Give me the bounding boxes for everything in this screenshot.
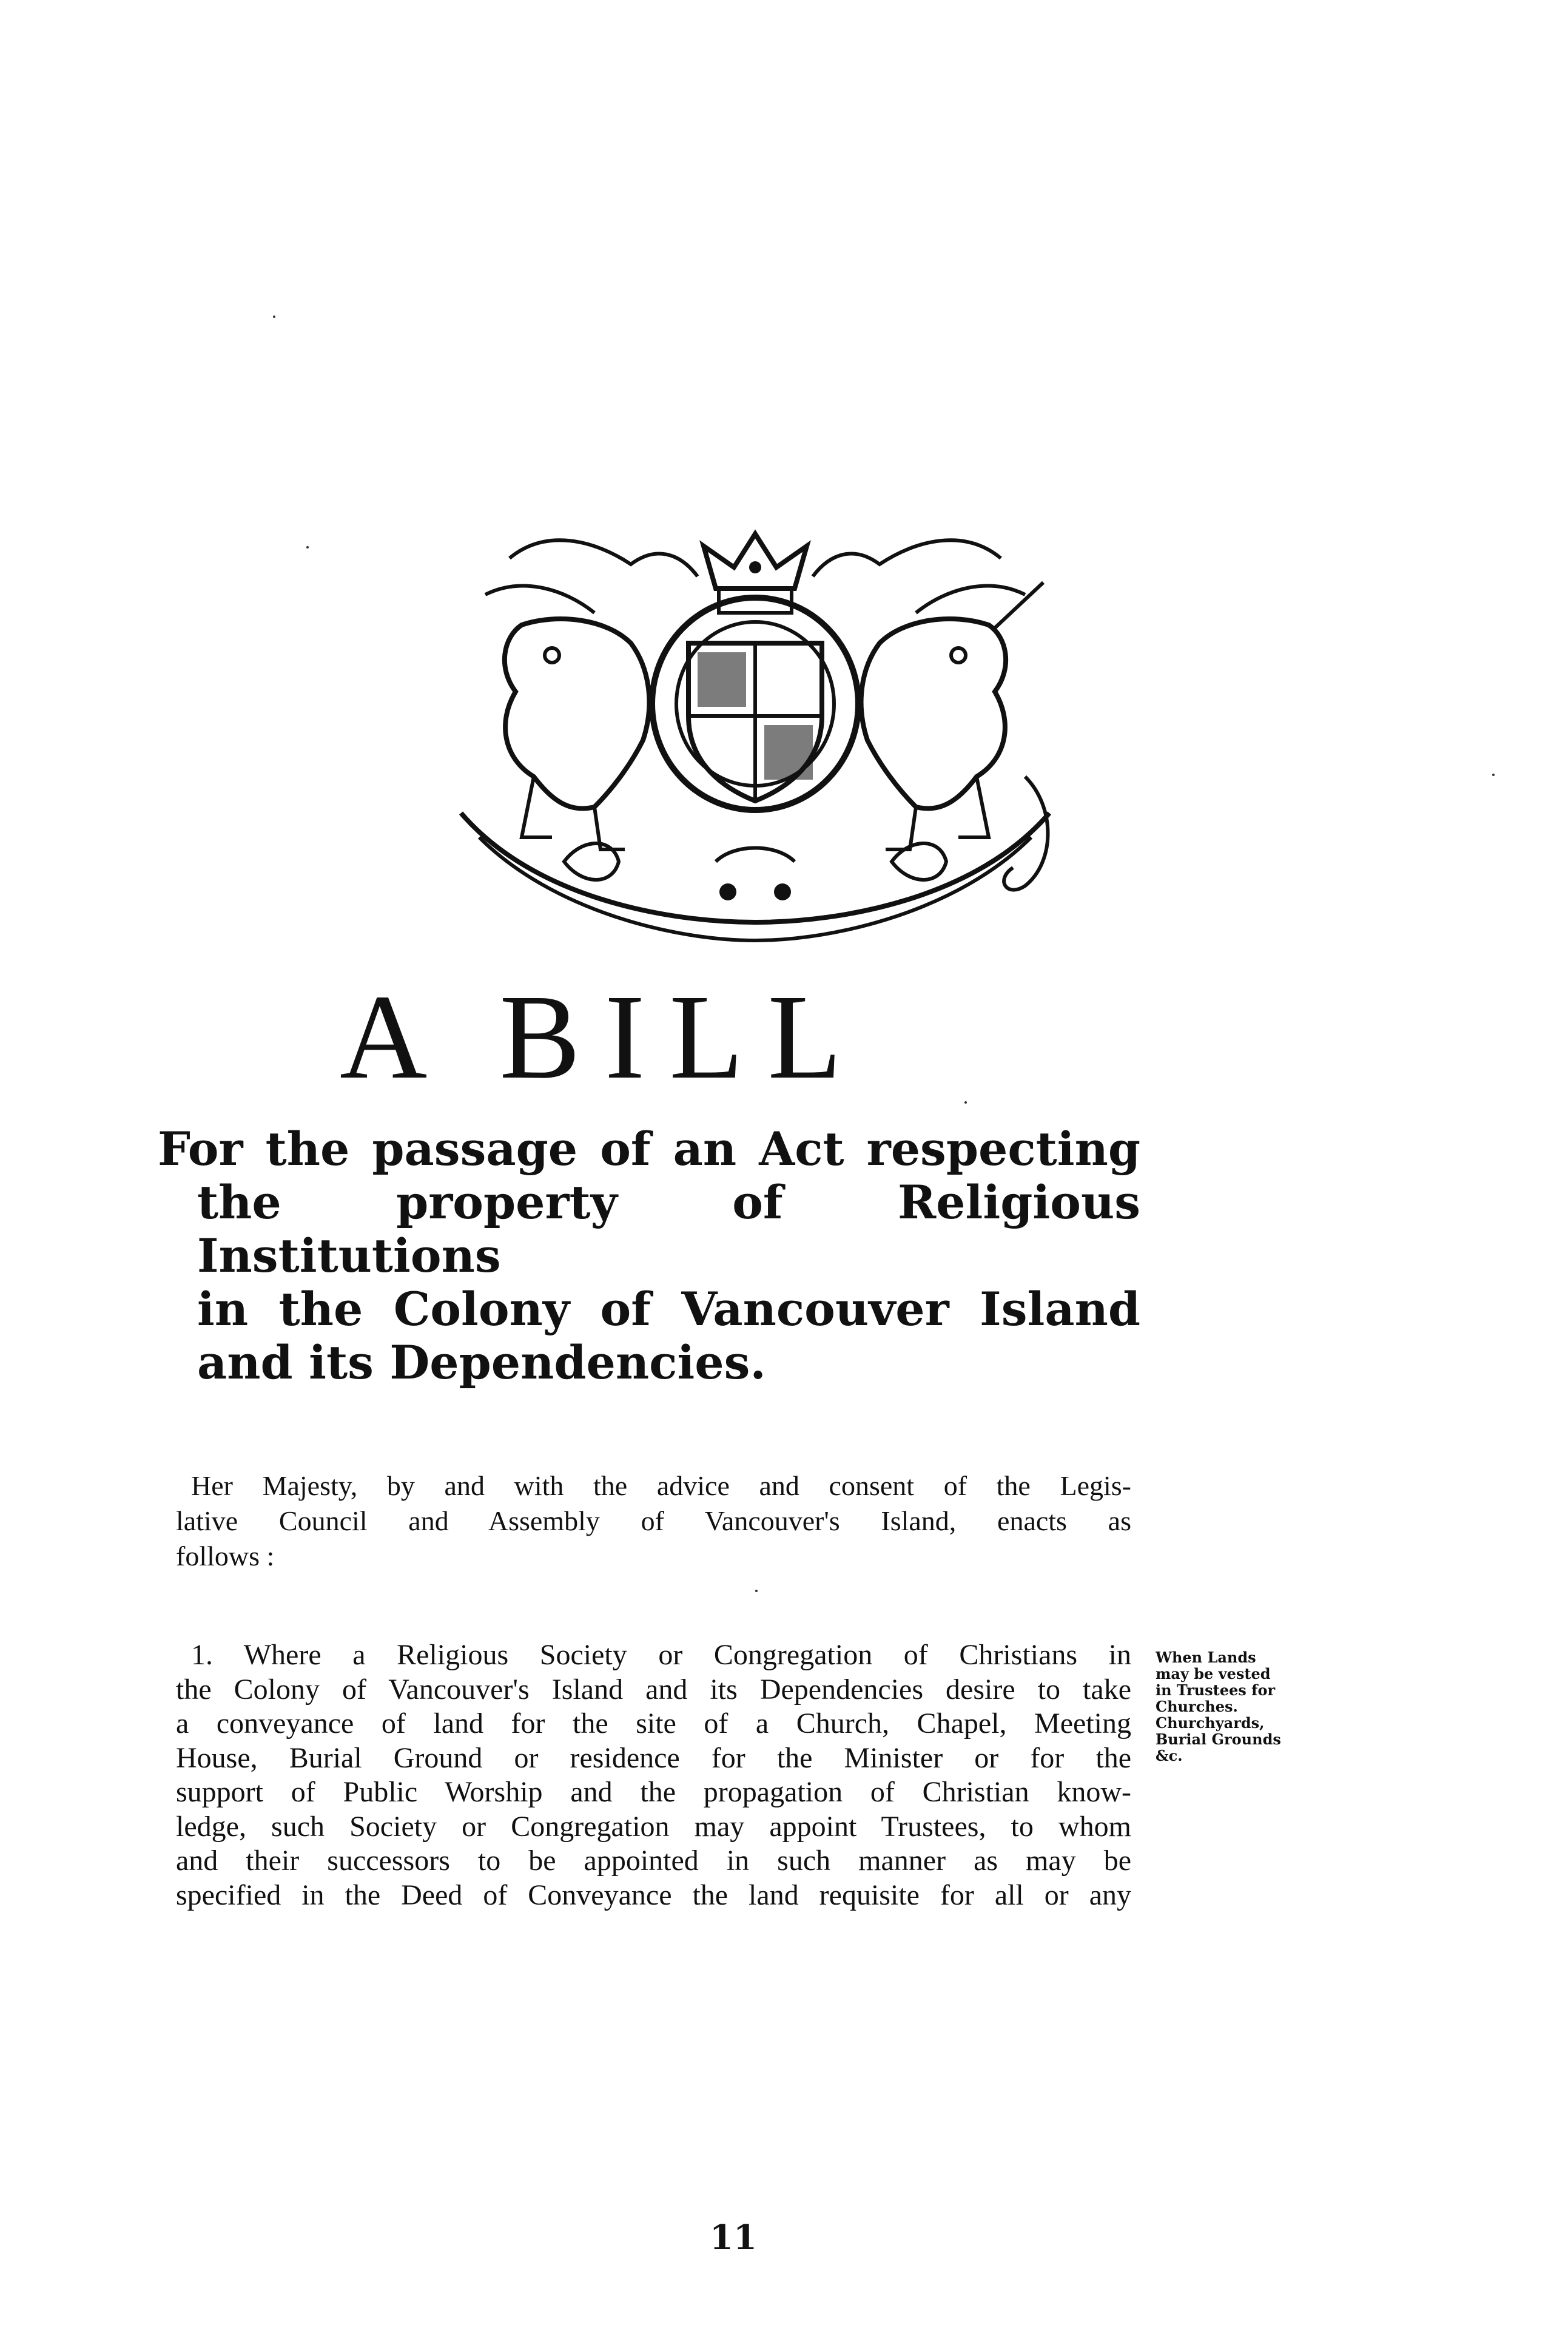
heading-line: the property of Religious Institutions [197,1175,1140,1283]
page-number: 11 [710,2218,757,2258]
marginal-note-line: When Lands [1156,1649,1256,1666]
print-speck [755,1590,758,1592]
marginal-note-line: &c. [1156,1747,1183,1764]
heading-line: in the Colony of Vancouver Island [197,1282,1140,1336]
marginal-note-line: in Trustees for [1156,1681,1276,1699]
print-speck [964,1101,967,1104]
section-line: and their successors to be appointed in such manner as may be [176,1845,1131,1877]
bill-heading [158,1122,1140,1389]
bill-title: A BILL [340,970,866,1104]
heading-line: and its Dependencies. [197,1335,766,1389]
print-speck [273,316,275,318]
enacting-line: Her Majesty, by and with the advice and consent of the Legis- [191,1470,1131,1501]
marginal-note-line: Churchyards, [1156,1714,1265,1732]
section-line: House, Burial Ground or residence for the Minister or for the [176,1741,1131,1774]
section-line: support of Public Worship and the propagation of Christian know- [176,1776,1131,1808]
enacting-clause [176,1468,1131,1574]
enacting-line: follows : [176,1541,275,1571]
enacting-line: lative Council and Assembly of Vancouver's Island, enacts as [176,1505,1131,1536]
section-line: 1. Where a Religious Society or Congregation of Christians in [191,1639,1131,1671]
section-line: ledge, such Society or Congregation may appoint Trustees, to whom [176,1810,1131,1843]
heading-line: For the passage of an Act respecting [158,1122,1140,1176]
section-line: specified in the Deed of Conveyance the land requisite for all or any [176,1878,1131,1911]
royal-coat-of-arms-icon [412,522,1098,947]
print-speck [306,546,309,548]
section-line: the Colony of Vancouver's Island and its Dependencies desire to take [176,1673,1131,1706]
marginal-note [1156,1649,1350,1764]
section-line: a conveyance of land for the site of a Church, Chapel, Meeting [176,1707,1131,1740]
print-speck [1492,774,1495,776]
marginal-note-line: Churches. [1156,1698,1238,1715]
marginal-note-line: Burial Grounds [1156,1730,1281,1748]
marginal-note-line: may be vested [1156,1665,1271,1683]
section-1 [176,1638,1131,1912]
